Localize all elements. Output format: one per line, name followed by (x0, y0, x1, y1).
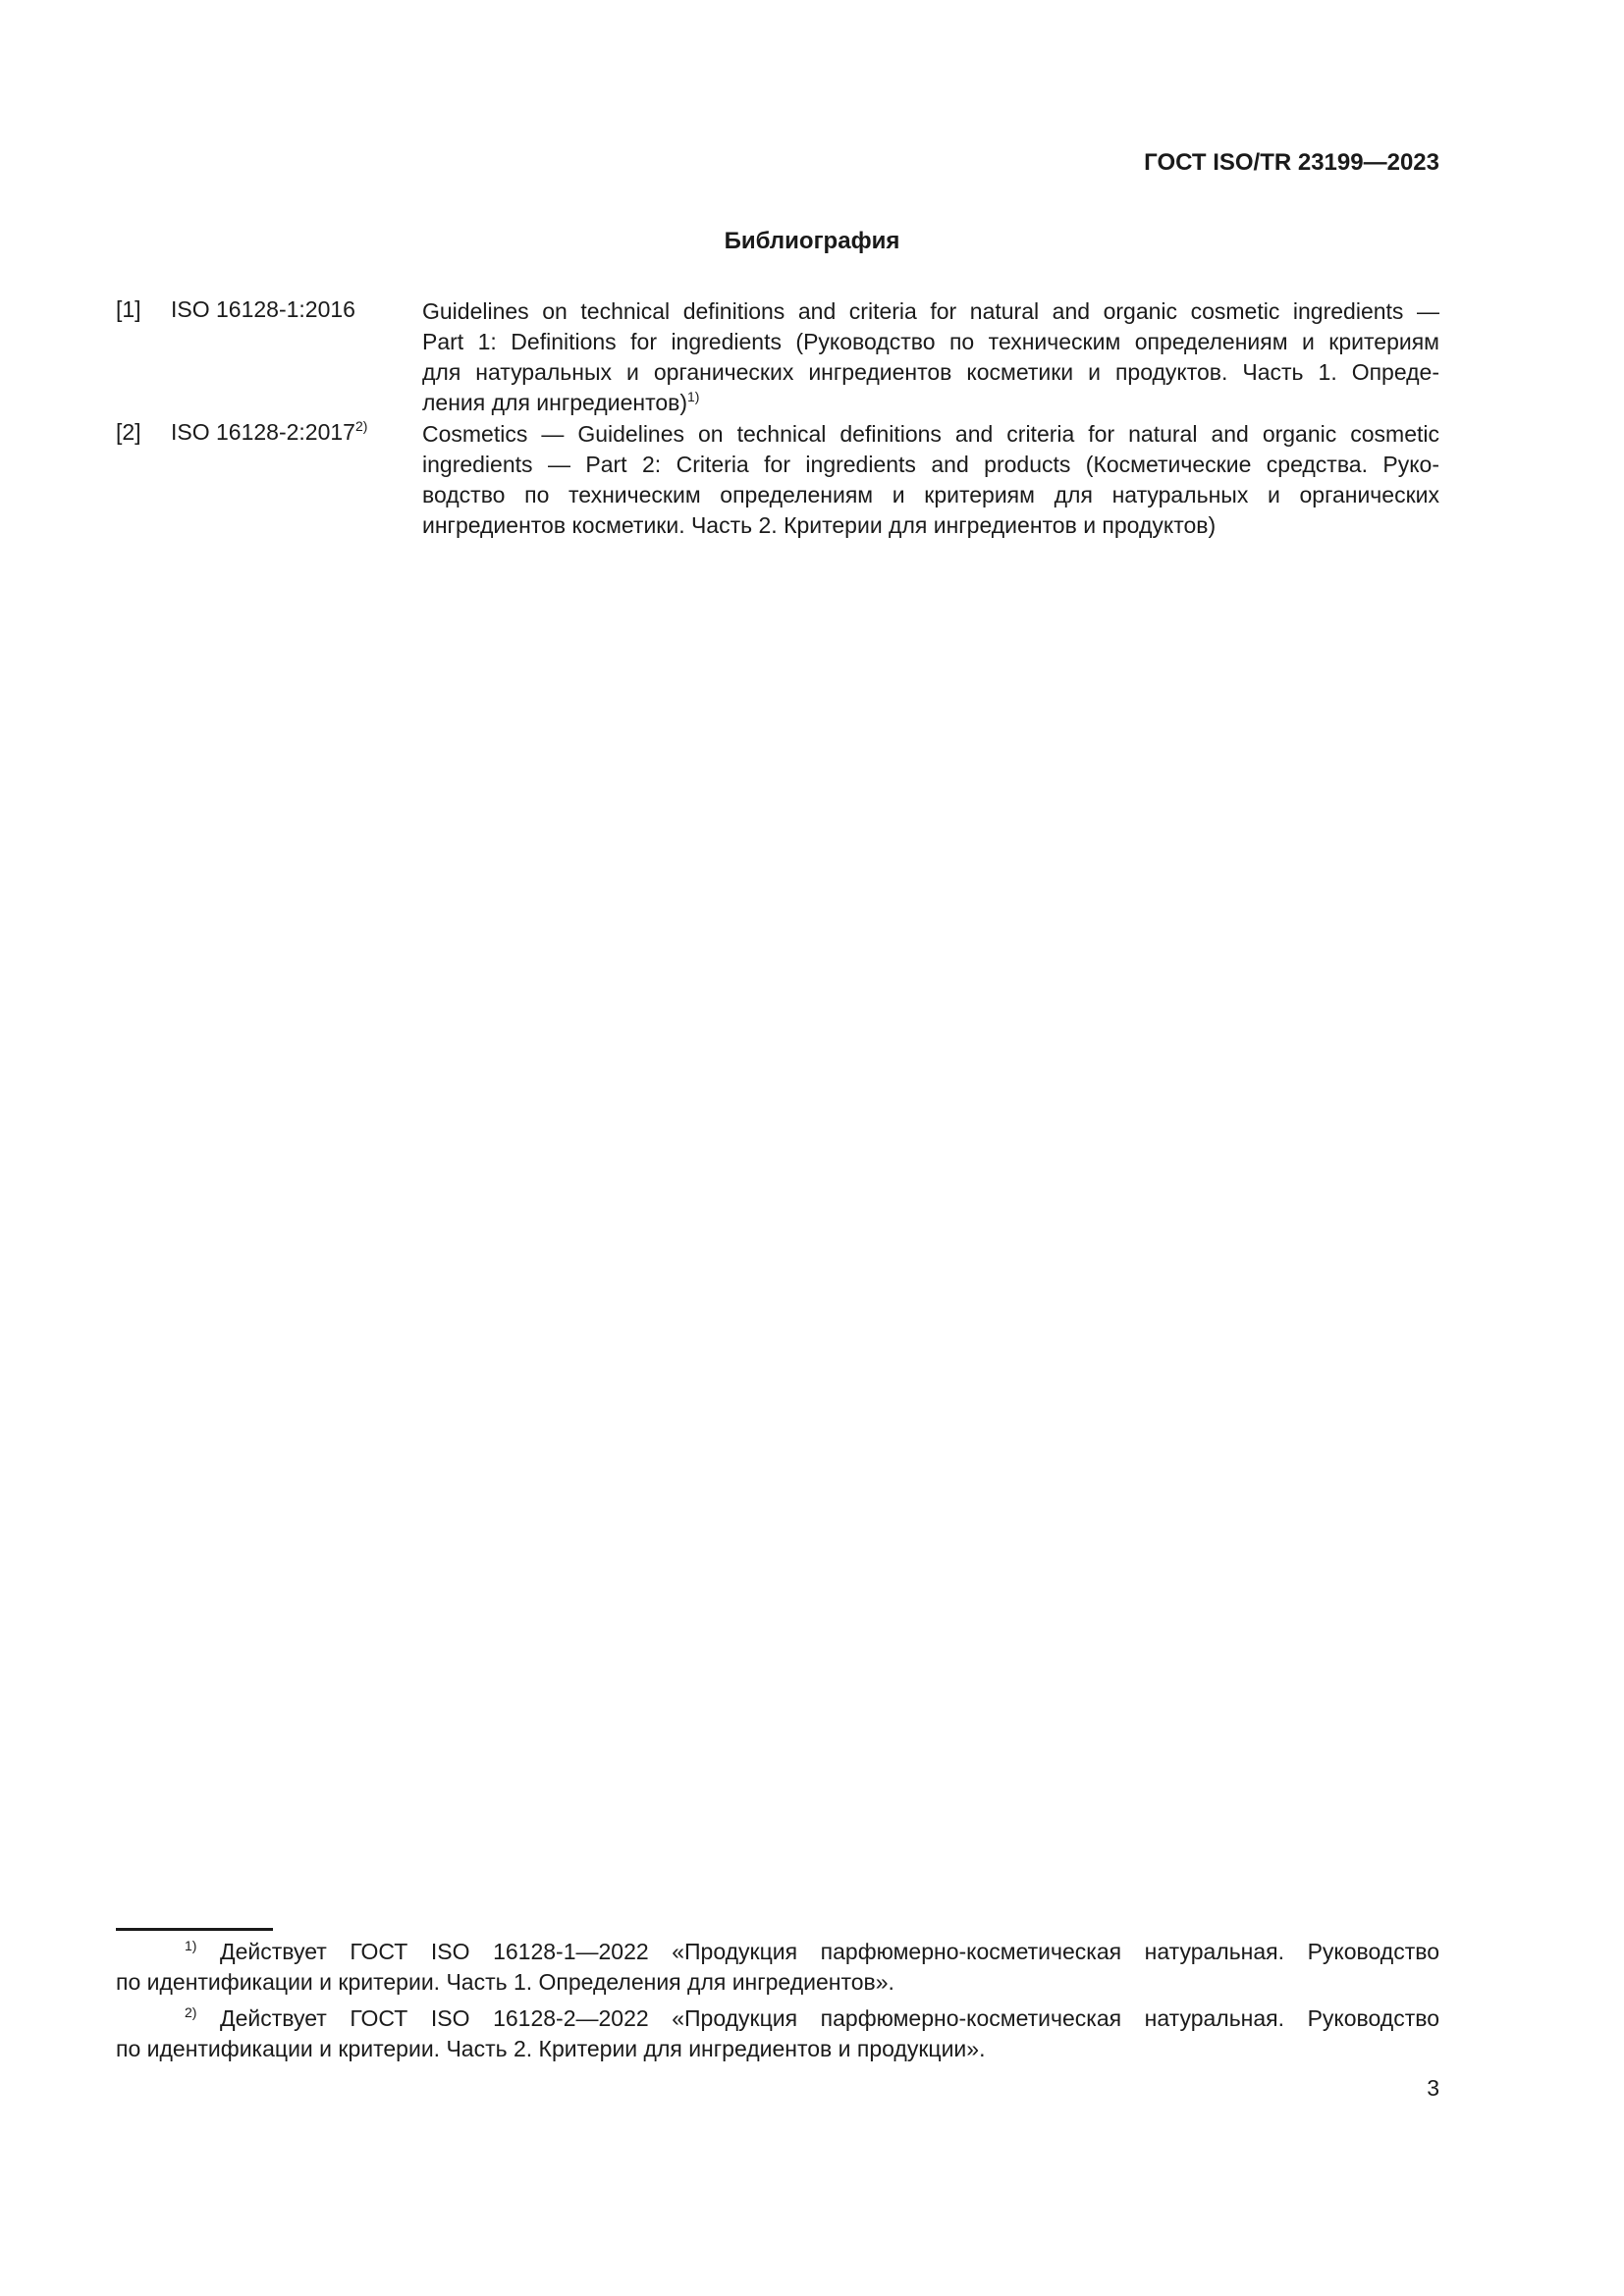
footnote (116, 2003, 1439, 2064)
footnote-separator (116, 1928, 273, 1931)
section-title: Библиография (724, 228, 900, 254)
entry-description (422, 419, 1439, 541)
desc-line: ингредиентов косметики. Часть 2. Критерии для ингредиентов и продуктов) (422, 512, 1217, 538)
desc-line: для натуральных и органических ингредиентов косметики и продуктов. Часть 1. Опреде- (422, 359, 1439, 385)
entry-reference: ISO 16128-2:2017$^{2)}$ (171, 418, 368, 445)
desc-line: Part 1: Definitions for ingredients (Руководство по техническим определениям и критериям (422, 329, 1439, 354)
footnote-mark: 2) (185, 2004, 197, 2020)
footnote-line: по идентификации и критерии. Часть 1. Определения для ингредиентов». (116, 1969, 894, 1995)
entry-reference: ISO 16128-1:2016 (171, 296, 355, 322)
document-id-header: ГОСТ ISO/TR 23199—2023 (1144, 149, 1439, 176)
entry-number: [1] (116, 296, 141, 322)
footnote (116, 1937, 1439, 1998)
desc-line: ления для ингредиентов)$^{1)}$ (422, 389, 700, 415)
footnote-ref[interactable]: 2) (354, 418, 368, 434)
desc-line: водство по техническим определениям и критериям для натуральных и органических (422, 482, 1439, 507)
page-number: 3 (1427, 2075, 1439, 2101)
footnote-line: Действует ГОСТ ISO 16128-2—2022 «Продукция парфюмерно-косметическая натуральная. Руководство (220, 2005, 1439, 2031)
desc-line: Cosmetics — Guidelines on technical definitions and criteria for natural and organic cosmetic (422, 421, 1439, 447)
entry-number: [2] (116, 419, 141, 445)
footnote-line: Действует ГОСТ ISO 16128-1—2022 «Продукция парфюмерно-косметическая натуральная. Руководство (220, 1939, 1439, 1964)
desc-line: ingredients — Part 2: Criteria for ingredients and products (Косметические средства. Руко- (422, 452, 1439, 477)
desc-line: Guidelines on technical definitions and criteria for natural and organic cosmetic ingredients — (422, 298, 1439, 324)
footnote-ref[interactable]: 1) (687, 389, 700, 404)
footnote-line: по идентификации и критерии. Часть 2. Критерии для ингредиентов и продукции». (116, 2036, 986, 2061)
entry-description (422, 296, 1439, 418)
footnote-mark: 1) (185, 1938, 197, 1953)
